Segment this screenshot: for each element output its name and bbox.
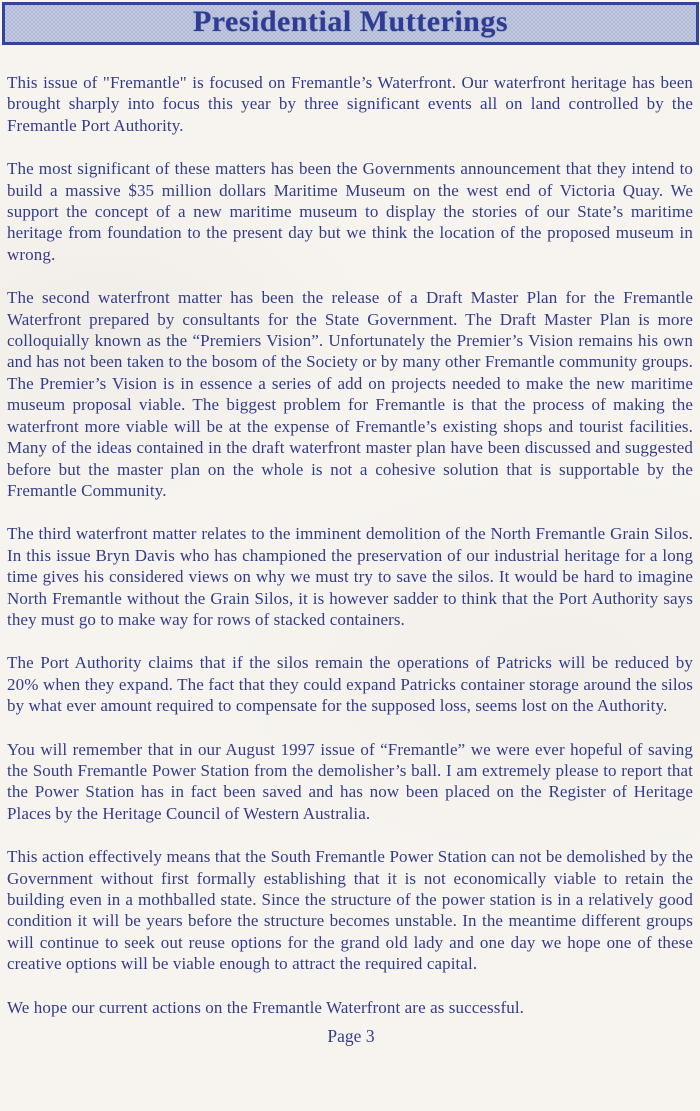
page-title: Presidential Mutterings — [192, 5, 509, 38]
page-banner — [2, 2, 699, 45]
body-paragraph: This issue of "Fremantle" is focused on Fremantle’s Waterfront. Our waterfront heritage has been brought sharply into focus this year by three significant events all on land controlled by the Fremantle Port Authority. — [7, 73, 693, 135]
page-number: Page 3 — [327, 1026, 375, 1047]
body-paragraph: The second waterfront matter has been the release of a Draft Master Plan for the Fremantle Waterfront prepared by consultants for the State Government. The Draft Master Plan is more colloquially known as the “Premiers Vision”. Unfortunately the Premier’s Vision remains his own and has not been taken to the bosom of the Society or by many other Fremantle community groups. The Premier’s Vision is in essence a series of add on projects needed to make the new maritime museum proposal viable. The biggest problem for Fremantle is that the process of making the waterfront more viable will be at the expense of Fremantle’s existing shops and tourist facilities. Many of the ideas contained in the draft waterfront master plan have been discussed and suggested before but the master plan on the whole is not a cohesive solution that is supportable by the Fremantle Community. — [7, 288, 693, 500]
body-paragraph: You will remember that in our August 1997 issue of “Fremantle” we were ever hopeful of saving the South Fremantle Power Station from the demolisher’s ball. I am extremely please to report that the Power Station has in fact been saved and has now been placed on the Register of Heritage Places by the Heritage Council of Western Australia. — [7, 739, 693, 823]
body-paragraph: The most significant of these matters has been the Governments announcement that they intend to build a massive $35 million dollars Maritime Museum on the west end of Victoria Quay. We support the concept of a new maritime museum to display the stories of our State’s maritime heritage from foundation to the present day but we think the location of the proposed museum in wrong. — [7, 159, 693, 264]
body-paragraph: This action effectively means that the South Fremantle Power Station can not be demolished by the Government without first formally establishing that it is not economically viable to retain the building even in a mothballed state. Since the structure of the power station is in a relatively good condition it will be years before the structure becomes unstable. In the meantime different groups will continue to seek out reuse options for the grand old lady and one day we hope one of these creative options will be viable enough to attract the required capital. — [7, 847, 693, 974]
body-paragraph: We hope our current actions on the Fremantle Waterfront are as successful. — [7, 997, 524, 1017]
body-paragraph: The Port Authority claims that if the silos remain the operations of Patricks will be reduced by 20% when they expand. The fact that they could expand Patricks container storage around the silos by what ever amount required to compensate for the supposed loss, seems lost on the Authority. — [7, 653, 693, 716]
body-paragraph: The third waterfront matter relates to the imminent demolition of the North Fremantle Grain Silos. In this issue Bryn Davis who has championed the preservation of our industrial heritage for a long time gives his considered views on why we must try to save the silos. It would be hard to imagine North Fremantle without the Grain Silos, it is however sadder to think that the Port Authority says they must go to make way for rows of stacked containers. — [7, 524, 693, 629]
article-body — [2, 45, 698, 1018]
